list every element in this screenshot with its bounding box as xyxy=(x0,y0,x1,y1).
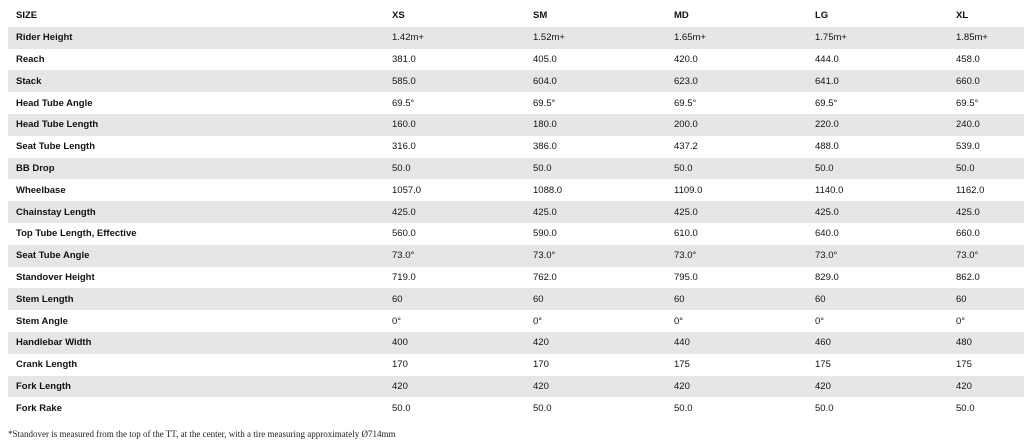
table-cell: 829.0 xyxy=(807,267,948,289)
table-cell: 73.0° xyxy=(948,245,1024,267)
row-label: Wheelbase xyxy=(8,179,384,201)
row-label: Rider Height xyxy=(8,27,384,49)
table-cell: 444.0 xyxy=(807,49,948,71)
table-cell: 60 xyxy=(525,288,666,310)
table-cell: 175 xyxy=(666,354,807,376)
table-cell: 640.0 xyxy=(807,223,948,245)
table-row xyxy=(8,245,1024,267)
table-cell: 1.75m+ xyxy=(807,27,948,49)
table-row xyxy=(8,310,1024,332)
row-label: Fork Rake xyxy=(8,397,384,419)
table-cell: 1088.0 xyxy=(525,179,666,201)
table-cell: 762.0 xyxy=(525,267,666,289)
table-cell: 862.0 xyxy=(948,267,1024,289)
table-cell: 175 xyxy=(948,354,1024,376)
table-cell: 73.0° xyxy=(384,245,525,267)
table-cell: 73.0° xyxy=(807,245,948,267)
table-row xyxy=(8,267,1024,289)
header-xs: XS xyxy=(392,10,405,22)
table-cell: 50.0 xyxy=(525,397,666,419)
table-cell: 50.0 xyxy=(948,158,1024,180)
row-label: Fork Length xyxy=(8,376,384,398)
table-cell: 60 xyxy=(384,288,525,310)
table-cell: 437.2 xyxy=(666,136,807,158)
table-cell: 641.0 xyxy=(807,70,948,92)
table-cell: 590.0 xyxy=(525,223,666,245)
table-cell: 60 xyxy=(807,288,948,310)
table-cell: 488.0 xyxy=(807,136,948,158)
row-label: Crank Length xyxy=(8,354,384,376)
table-cell: 440 xyxy=(666,332,807,354)
table-cell: 160.0 xyxy=(384,114,525,136)
table-cell: 60 xyxy=(666,288,807,310)
table-cell: 400 xyxy=(384,332,525,354)
table-cell: 69.5° xyxy=(666,92,807,114)
table-cell: 425.0 xyxy=(384,201,525,223)
table-cell: 316.0 xyxy=(384,136,525,158)
table-cell: 381.0 xyxy=(384,49,525,71)
table-cell: 50.0 xyxy=(807,397,948,419)
table-row xyxy=(8,136,1024,158)
table-cell: 50.0 xyxy=(666,158,807,180)
table-cell: 425.0 xyxy=(666,201,807,223)
table-cell: 420 xyxy=(666,376,807,398)
table-cell: 604.0 xyxy=(525,70,666,92)
table-cell: 1140.0 xyxy=(807,179,948,201)
table-cell: 69.5° xyxy=(948,92,1024,114)
row-label: BB Drop xyxy=(8,158,384,180)
table-row xyxy=(8,27,1024,49)
table-cell: 1.85m+ xyxy=(948,27,1024,49)
row-label: Chainstay Length xyxy=(8,201,384,223)
row-label: Standover Height xyxy=(8,267,384,289)
table-cell: 220.0 xyxy=(807,114,948,136)
table-cell: 425.0 xyxy=(948,201,1024,223)
table-cell: 460 xyxy=(807,332,948,354)
table-cell: 69.5° xyxy=(807,92,948,114)
table-cell: 1057.0 xyxy=(384,179,525,201)
table-row xyxy=(8,114,1024,136)
row-label: Stem Angle xyxy=(8,310,384,332)
table-cell: 405.0 xyxy=(525,49,666,71)
table-cell: 420 xyxy=(525,332,666,354)
table-row xyxy=(8,179,1024,201)
row-label: Reach xyxy=(8,49,384,71)
table-cell: 170 xyxy=(384,354,525,376)
table-cell: 458.0 xyxy=(948,49,1024,71)
table-cell: 610.0 xyxy=(666,223,807,245)
table-cell: 0° xyxy=(666,310,807,332)
table-cell: 50.0 xyxy=(807,158,948,180)
table-row xyxy=(8,158,1024,180)
table-cell: 1162.0 xyxy=(948,179,1024,201)
table-cell: 50.0 xyxy=(666,397,807,419)
table-cell: 585.0 xyxy=(384,70,525,92)
table-cell: 0° xyxy=(525,310,666,332)
table-cell: 420 xyxy=(525,376,666,398)
table-cell: 240.0 xyxy=(948,114,1024,136)
table-cell: 1.52m+ xyxy=(525,27,666,49)
footnote: *Standover is measured from the top of the TT, at the center, with a tire measuring approximately Ø714mm xyxy=(8,429,396,439)
table-cell: 1.65m+ xyxy=(666,27,807,49)
row-label: Handlebar Width xyxy=(8,332,384,354)
header-lg: LG xyxy=(815,10,829,22)
table-row xyxy=(8,376,1024,398)
table-row xyxy=(8,397,1024,419)
table-cell: 0° xyxy=(948,310,1024,332)
table-row xyxy=(8,49,1024,71)
table-cell: 1.42m+ xyxy=(384,27,525,49)
table-row xyxy=(8,332,1024,354)
geometry-table xyxy=(8,5,1024,419)
header-row xyxy=(8,5,1024,27)
table-cell: 560.0 xyxy=(384,223,525,245)
table-row xyxy=(8,92,1024,114)
table-cell: 420 xyxy=(384,376,525,398)
header-md: MD xyxy=(674,10,689,22)
table-cell: 73.0° xyxy=(525,245,666,267)
table-cell: 623.0 xyxy=(666,70,807,92)
table-cell: 50.0 xyxy=(948,397,1024,419)
table-cell: 200.0 xyxy=(666,114,807,136)
table-cell: 60 xyxy=(948,288,1024,310)
row-label: Head Tube Length xyxy=(8,114,384,136)
table-cell: 420 xyxy=(807,376,948,398)
row-label: Head Tube Angle xyxy=(8,92,384,114)
table-cell: 425.0 xyxy=(807,201,948,223)
row-label: Seat Tube Length xyxy=(8,136,384,158)
table-cell: 420 xyxy=(948,376,1024,398)
table-cell: 386.0 xyxy=(525,136,666,158)
header-sm: SM xyxy=(533,10,548,22)
header-xl: XL xyxy=(956,10,969,22)
row-label: Stack xyxy=(8,70,384,92)
table-cell: 420.0 xyxy=(666,49,807,71)
table-row xyxy=(8,354,1024,376)
table-cell: 1109.0 xyxy=(666,179,807,201)
table-cell: 50.0 xyxy=(384,397,525,419)
table-cell: 480 xyxy=(948,332,1024,354)
table-cell: 795.0 xyxy=(666,267,807,289)
table-row xyxy=(8,288,1024,310)
table-cell: 660.0 xyxy=(948,70,1024,92)
row-label: Top Tube Length, Effective xyxy=(8,223,384,245)
table-cell: 660.0 xyxy=(948,223,1024,245)
table-cell: 719.0 xyxy=(384,267,525,289)
table-cell: 69.5° xyxy=(384,92,525,114)
table-cell: 69.5° xyxy=(525,92,666,114)
row-label: Seat Tube Angle xyxy=(8,245,384,267)
table-row xyxy=(8,201,1024,223)
table-cell: 170 xyxy=(525,354,666,376)
table-cell: 0° xyxy=(384,310,525,332)
table-cell: 50.0 xyxy=(525,158,666,180)
table-cell: 175 xyxy=(807,354,948,376)
table-cell: 0° xyxy=(807,310,948,332)
table-cell: 50.0 xyxy=(384,158,525,180)
header-size: SIZE xyxy=(16,10,38,22)
table-cell: 73.0° xyxy=(666,245,807,267)
table-cell: 180.0 xyxy=(525,114,666,136)
table-cell: 425.0 xyxy=(525,201,666,223)
table-row xyxy=(8,223,1024,245)
table-row xyxy=(8,70,1024,92)
table-cell: 539.0 xyxy=(948,136,1024,158)
row-label: Stem Length xyxy=(8,288,384,310)
